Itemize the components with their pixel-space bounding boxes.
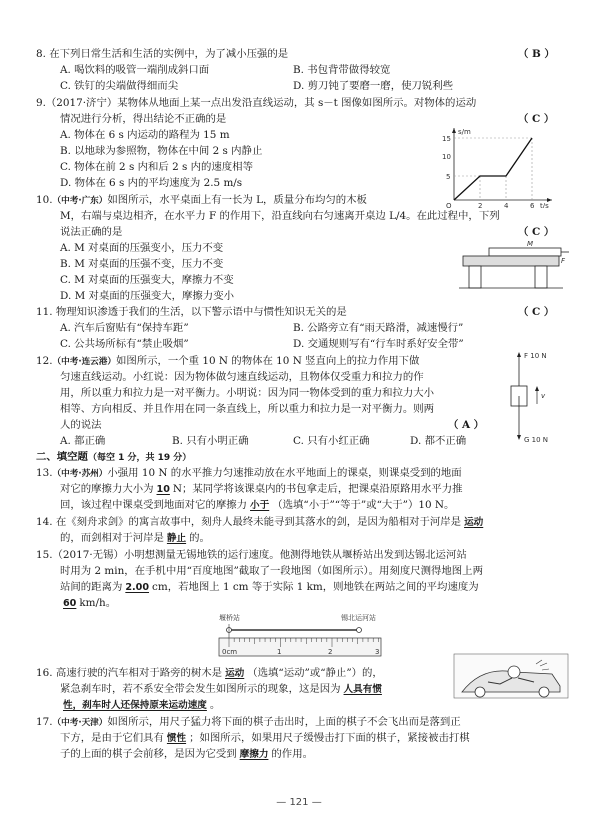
q9-option-a: A. 物体在 6 s 内运动的路程为 15 m — [60, 129, 230, 141]
q15-line1: 15.（2017·无锡）小明想测量无锡地铁的运行速度。他测得地铁从堰桥站出发到达锡北运河站 — [36, 549, 467, 561]
q9-stem-line2: 情况进行分析，得出结论不正确的是 — [60, 113, 227, 125]
q15-ruler — [219, 638, 381, 656]
q10-label-m: M — [527, 240, 534, 248]
q14-line2: 的，而剑相对于河岸是 静止 的。 — [60, 532, 210, 544]
q17-blank-1: 惯性 — [166, 733, 187, 744]
q10-stem-line1: 10.（中考·广东）如图所示，水平桌面上有一长为 L，质量分布均匀的木板 — [36, 194, 367, 206]
q9-graph-ytick-10: 10 — [442, 153, 451, 161]
q11-option-b: B. 公路旁立有“雨天路滑，减速慢行” — [293, 322, 464, 334]
q12-force-figure — [505, 346, 575, 446]
q15-blank-1: 2.00 — [125, 582, 150, 593]
q8-option-c: C. 铁钉的尖端做得细而尖 — [60, 80, 179, 92]
q16-blank-2a: 人具有惯 — [343, 684, 382, 695]
q10-board — [489, 248, 561, 256]
q11-answer: （ C ） — [518, 306, 555, 318]
q15-station-right: 锡北运河站 — [341, 614, 376, 622]
q8-answer: （ B ） — [518, 48, 555, 60]
q12-label-pull: F 10 N — [524, 352, 547, 360]
page-number: — 121 — — [276, 797, 322, 808]
q13-blank-1: 10 — [156, 484, 170, 495]
q8-option-a: A. 喝饮料的吸管一端削成斜口面 — [60, 64, 210, 76]
q13-line3: 回，该过程中课桌受到地面对它的摩擦力 小于 （选填“小于”“等于”或“大于”）10 N。 — [60, 499, 455, 511]
q9-option-b: B. 以地球为参照物，物体在中间 2 s 内静止 — [60, 145, 263, 157]
q9-graph-xtick-4: 4 — [504, 202, 509, 208]
q8-stem: 8. 在下列日常生活和生活的实例中，为了减小压强的是 — [36, 48, 289, 60]
q10-option-c: C. M 对桌面的压强变大，摩擦力不变 — [60, 274, 234, 286]
q15-line3: 站间的距离为 2.00 cm，若地图上 1 cm 等于实际 1 km，则地铁在两站之间的平均速度为 — [60, 581, 479, 593]
q12-stem-line4: 相等、方向相反、并且作用在同一条直线上，所以重力和拉力是一对平衡力。则两 — [60, 403, 435, 415]
q13-line2: 对它的摩擦力大小为 10 N；某同学将该课桌内的书包拿走后，把课桌沿原路用水平力推 — [60, 483, 463, 495]
q10-option-d: D. M 对桌面的压强变大，摩擦力变小 — [60, 290, 234, 302]
q15-station-left: 堰桥站 — [219, 614, 240, 622]
q9-graph-line — [454, 138, 532, 200]
q16-blank-1: 运动 — [225, 668, 245, 679]
q12-source-tag: （中考·连云港） — [52, 357, 116, 367]
q10-label-f: F — [561, 257, 566, 265]
q9-graph-xtick-2: 2 — [478, 202, 483, 208]
q14-blank-2: 静止 — [166, 533, 187, 544]
q10-board-table-figure — [455, 236, 570, 294]
q12-stem-line5: 人的说法 — [60, 419, 102, 431]
q12-stem-line2: 匀速直线运动。小红说：因为物体做匀速直线运动，且物体仅受重力和拉力的作 — [60, 371, 424, 383]
q12-stem-line1: 12.（中考·连云港）如图所示，一个重 10 N 的物体在 10 N 竖直向上的拉力作用下做 — [36, 355, 420, 367]
q12-option-d: D. 都不正确 — [410, 435, 467, 447]
q11-option-a: A. 汽车后窗贴有“保持车距” — [60, 322, 189, 334]
q13-source-tag: （中考·苏州） — [52, 469, 108, 479]
q15-ruler-num-2: 2 — [328, 648, 333, 656]
q9-graph-ylabel: s/m — [458, 128, 471, 136]
q13-blank-2: 小于 — [250, 500, 270, 511]
q11-option-d: D. 交通规则写有“行车时系好安全带” — [293, 338, 464, 350]
q9-option-d: D. 物体在 6 s 内的平均速度为 2.5 m/s — [60, 177, 243, 189]
q9-graph-ytick-15: 15 — [442, 135, 451, 143]
q16-passenger-head — [508, 666, 520, 678]
q9-graph-xlabel: t/s — [540, 202, 549, 208]
q14-line1: 14. 在《刻舟求剑》的寓言故事中，刻舟人最终未能寻到其落水的剑，是因为船相对于河岸是 运动 — [36, 515, 486, 530]
q17-line3: 子的上面的棋子会前移，是因为它受到 摩擦力 的作用。 — [60, 748, 313, 760]
q15-ruler-num-3: 3 — [375, 648, 380, 656]
q17-line1: 17.（中考·天津）如图所示，用尺子猛力将下面的棋子击出时，上面的棋子不会飞出而是落到正 — [36, 716, 461, 728]
q9-graph-xtick-6: 6 — [530, 202, 535, 208]
q9-option-c: C. 物体在前 2 s 内和后 2 s 内的速度相等 — [60, 161, 253, 173]
q10-stem-line3: 说法正确的是 — [60, 226, 123, 238]
q12-label-gravity: G 10 N — [524, 436, 549, 444]
q10-answer: （ C ） — [518, 226, 555, 238]
q8-option-d: D. 剪刀钝了要磨一磨，使刀锐利些 — [293, 80, 454, 92]
q11-stem: 11. 物理知识渗透于我们的生活，以下警示语中与惯性知识无关的是 — [36, 306, 347, 318]
q11-option-c: C. 公共场所标有“禁止吸烟” — [60, 338, 189, 350]
q15-line4: 60 km/h。 — [60, 596, 116, 611]
q12-label-v: v — [541, 392, 546, 400]
q10-source-tag: （中考·广东） — [52, 196, 108, 206]
q9-st-graph — [440, 124, 560, 208]
q16-blank-2b: 性，刹车时人还保持原来运动速度 — [63, 700, 207, 711]
q9-graph-ytick-5: 5 — [446, 173, 451, 181]
q15-blank-2: 60 — [63, 598, 77, 609]
q10-stem-line2: M，右端与桌边相齐，在水平力 F 的作用下，沿直线向右匀速离开桌边 L/4。在此过程中，下列 — [60, 210, 500, 222]
q13-line1: 13.（中考·苏州）小强用 10 N 的水平推力匀速推动放在水平地面上的课桌，则课桌受到的地面 — [36, 467, 462, 479]
q10-option-a: A. M 对桌面的压强变小，压力不变 — [60, 242, 224, 254]
q14-blank-1: 运动 — [464, 517, 484, 528]
q16-line1: 16. 高速行驶的汽车相对于路旁的树木是 运动 （选填“运动”或“静止”）的， — [36, 667, 383, 679]
q15-line2: 时用为 2 min，在手机中用“百度地图”截取了一段地图（如图所示）。用刻度尺测得地图上两 — [60, 565, 483, 577]
q17-line2: 下方，是由于它们具有 惯性 ；如图所示，如果用尺子缓慢击打下面的棋子，紧接被击打棋 — [60, 732, 470, 744]
q12-stem-line3: 用，所以重力和拉力是一对平衡力。小明说：因为同一物体受到的重力和拉力大小 — [60, 387, 435, 399]
q16-line3: 性，刹车时人还保持原来运动速度 。 — [60, 698, 220, 713]
section-2-heading: 二、填空题（每空 1 分，共 19 分） — [36, 451, 192, 463]
q16-car-braking-figure — [452, 652, 570, 700]
q10-option-b: B. M 对桌面的压强不变，压力不变 — [60, 258, 224, 270]
q9-stem-line1: 9.（2017·济宁）某物体从地面上某一点出发沿直线运动，其 s－t 图像如图所示。对物体的运动 — [36, 97, 477, 109]
q17-source-tag: （中考·天津） — [52, 718, 108, 728]
q12-answer: （ A ） — [448, 419, 485, 431]
q16-line2: 紧急刹车时，若不系安全带会发生如图所示的现象，这是因为 人具有惯 — [60, 682, 385, 697]
q12-option-a: A. 都正确 — [60, 435, 106, 447]
q15-ruler-num-1: 1 — [277, 648, 282, 656]
q12-option-c: C. 只有小红正确 — [293, 435, 370, 447]
q15-ruler-zero: 0cm — [222, 648, 238, 656]
q15-map-ruler-figure — [215, 610, 385, 662]
q17-blank-2: 摩擦力 — [239, 749, 269, 760]
q8-option-b: B. 书包背带做得较宽 — [293, 64, 391, 76]
q12-option-b: B. 只有小明正确 — [172, 435, 249, 447]
q9-graph-origin: O — [446, 202, 452, 208]
q10-table-top — [463, 256, 559, 266]
q9-answer: （ C ） — [518, 113, 555, 125]
